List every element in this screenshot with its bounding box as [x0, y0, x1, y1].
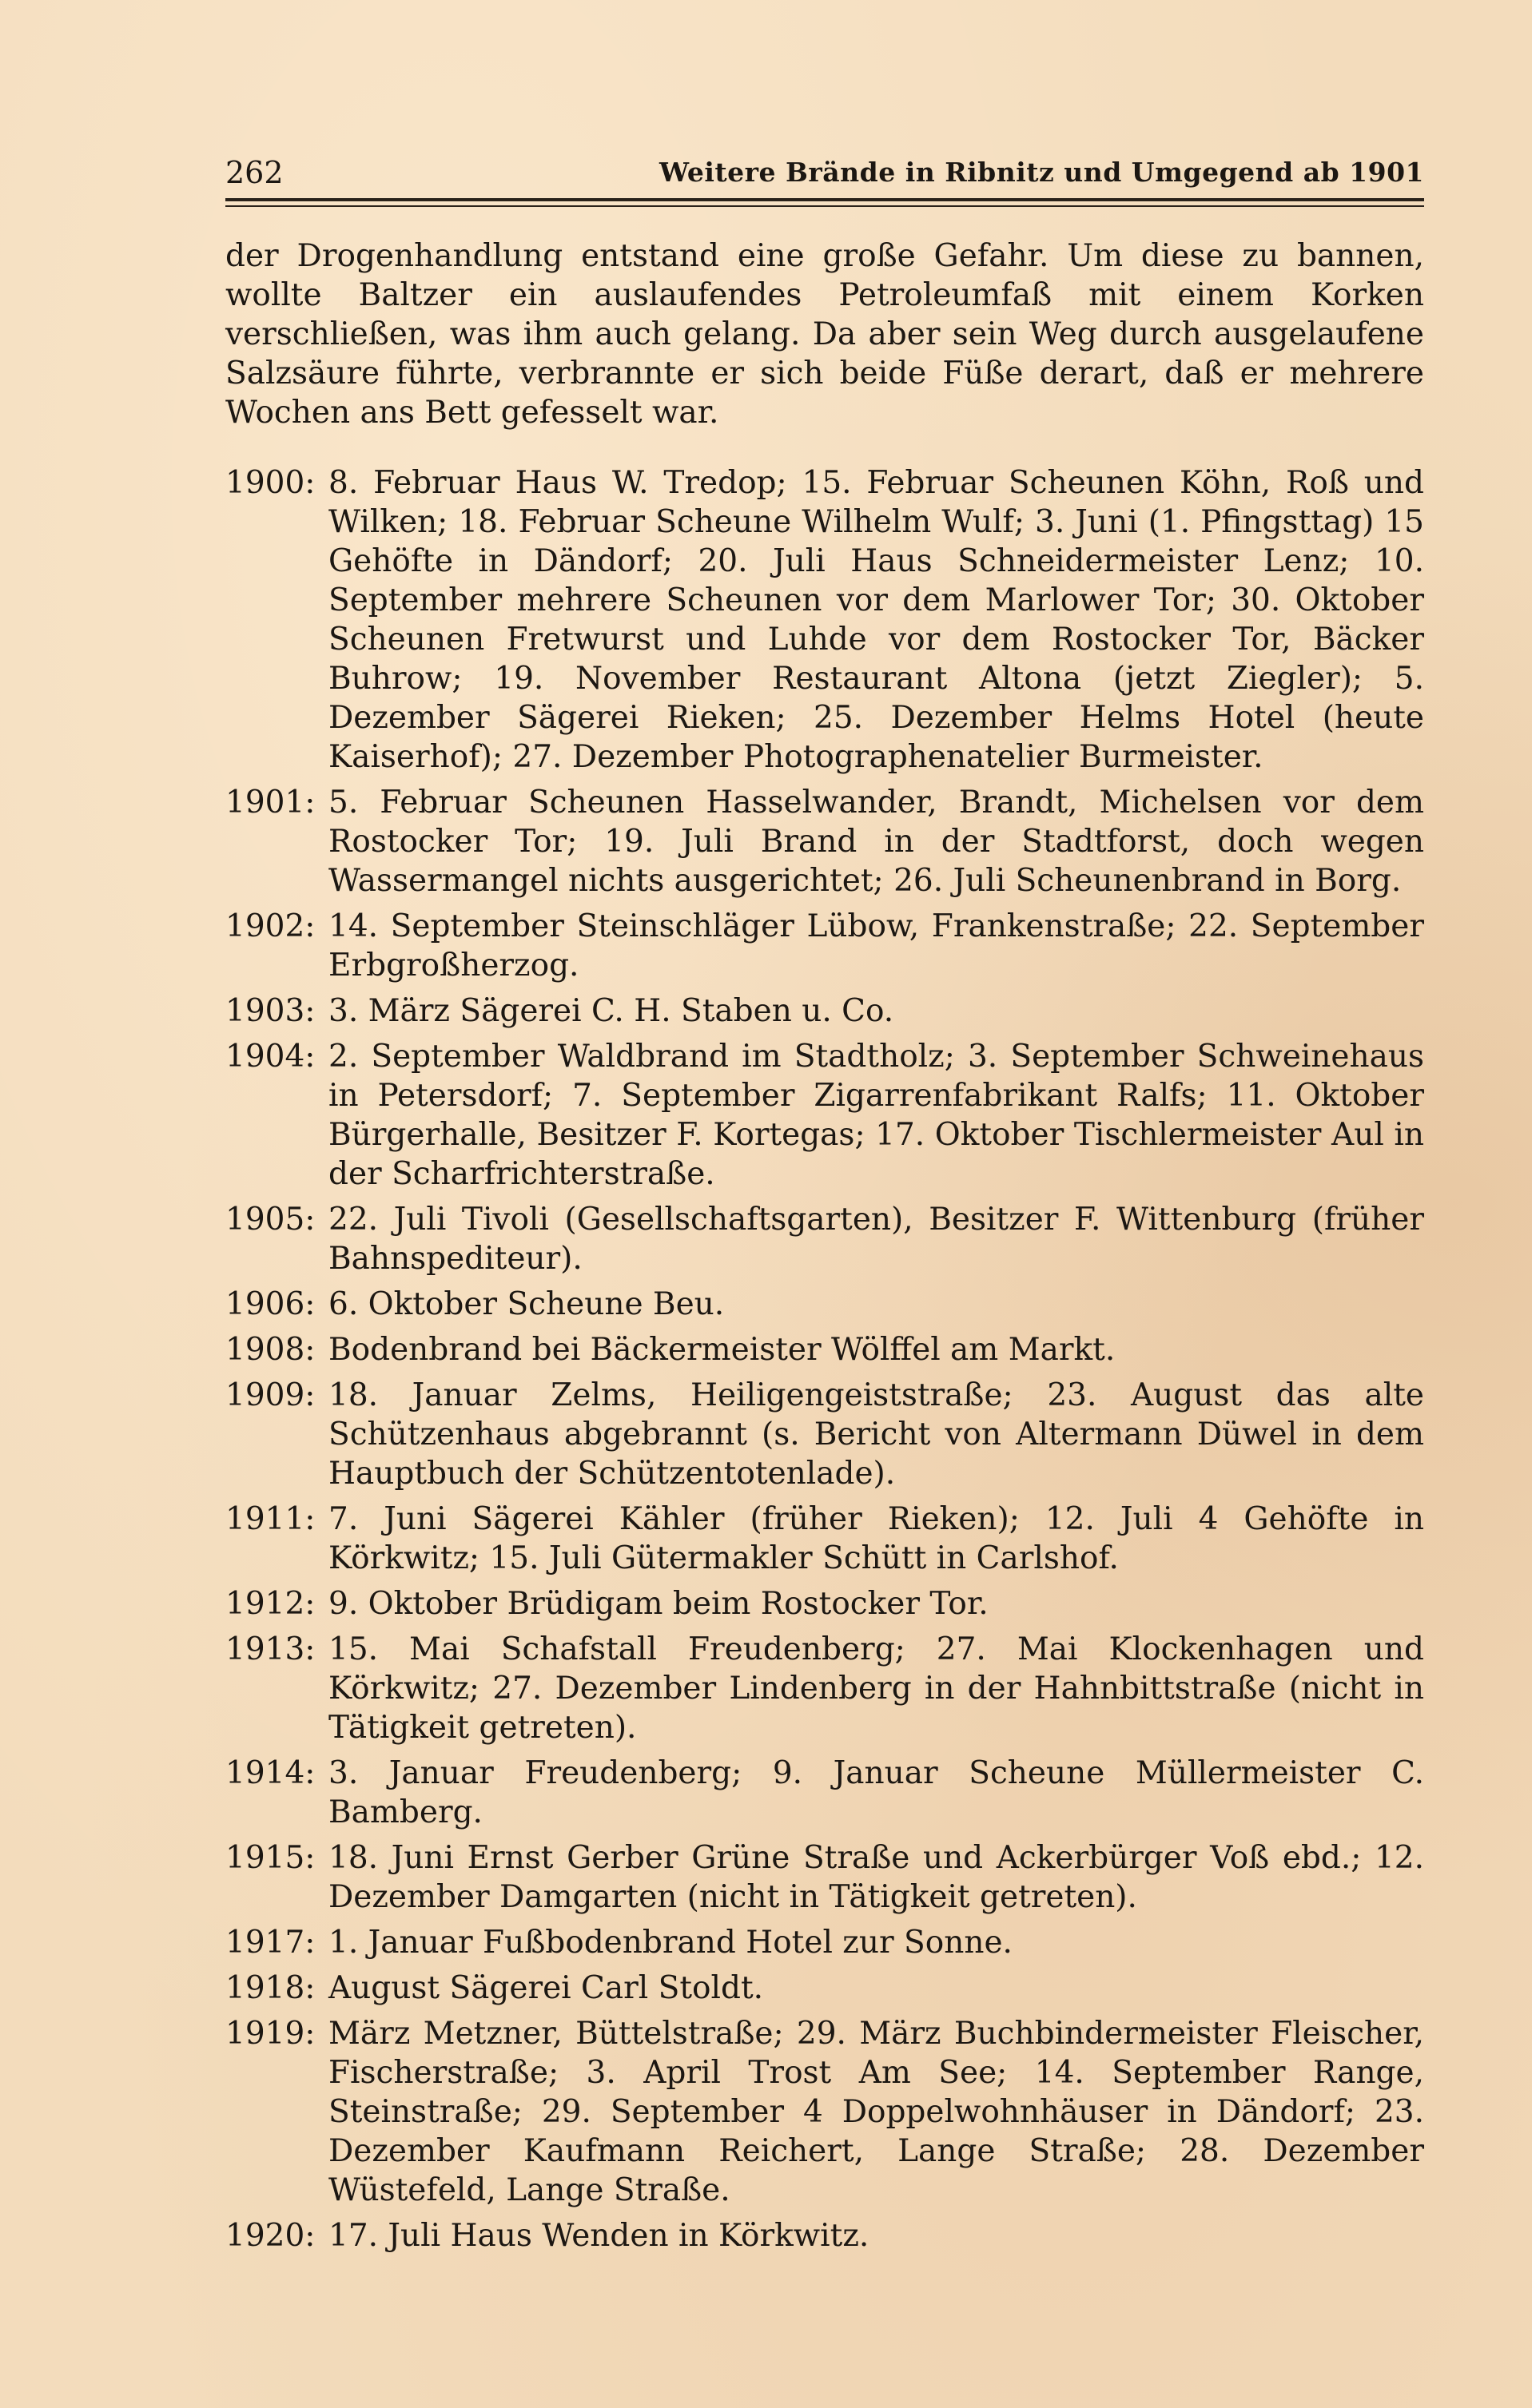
entry-text: 7. Juni Sägerei Kähler (früher Rieken); 12. Juli 4 Gehöfte in Körkwitz; 15. Juli Gütermakler Schütt in Carlshof. [328, 1501, 1424, 1576]
entry-year: 1901: [225, 785, 316, 821]
entry-year: 1912: [225, 1586, 316, 1622]
chronicle-entry [225, 1285, 1424, 1324]
entry-year: 1900: [225, 465, 316, 501]
chronicle-entry [225, 783, 1424, 900]
entry-text: 18. Juni Ernst Gerber Grüne Straße und Ackerbürger Voß ebd.; 12. Dezember Damgarten (nicht in Tätigkeit getreten). [328, 1840, 1424, 1915]
entry-year: 1903: [225, 993, 316, 1029]
page-number: 262 [225, 155, 284, 190]
entry-year: 1904: [225, 1039, 316, 1075]
entry-year: 1902: [225, 908, 316, 944]
entry-text: 22. Juli Tivoli (Gesellschaftsgarten), Besitzer F. Wittenburg (früher Bahnspediteur). [328, 1202, 1424, 1277]
entry-text: 2. September Waldbrand im Stadtholz; 3. September Schweinehaus in Petersdorf; 7. September Zigarrenfabrikant Ralfs; 11. Oktober Bürgerhalle, Besitzer F. Kortegas; 17. Oktober Tischlermeister Aul in der Scharfrichterstraße. [328, 1039, 1424, 1192]
entry-text: 3. März Sägerei C. H. Staben u. Co. [328, 993, 894, 1029]
chronicle-entry [225, 991, 1424, 1031]
entry-text: Bodenbrand bei Bäckermeister Wölffel am Markt. [328, 1332, 1116, 1368]
running-title: Weitere Brände in Ribnitz und Umgegend ab 1901 [659, 157, 1424, 188]
entry-year: 1920: [225, 2218, 316, 2254]
entry-year: 1911: [225, 1501, 316, 1537]
entry-text: 15. Mai Schafstall Freudenberg; 27. Mai Klockenhagen und Körkwitz; 27. Dezember Lindenberg in der Hahnbittstraße (nicht in Tätigkeit getreten). [328, 1631, 1424, 1746]
chronicle-entry [225, 2216, 1424, 2255]
chronicle-entry [225, 1754, 1424, 1832]
chronicle-entry [225, 1630, 1424, 1747]
chronicle-entry [225, 1037, 1424, 1194]
chronicle-entry [225, 1838, 1424, 1917]
entry-year: 1906: [225, 1286, 316, 1322]
entry-text: 5. Februar Scheunen Hasselwander, Brandt, Michelsen vor dem Rostocker Tor; 19. Juli Brand in der Stadtforst, doch wegen Wassermangel nichts ausgerichtet; 26. Juli Scheunenbrand in Borg. [328, 785, 1424, 899]
intro-paragraph: der Drogenhandlung entstand eine große Gefahr. Um diese zu bannen, wollte Baltzer ein auslaufendes Petroleumfaß mit einem Korken verschließen, was ihm auch gelang. Da aber sein Weg durch ausgelaufene Salzsäure führte, verbrannte er sich beide Füße derart, daß er mehrere Wochen ans Bett gefesselt war. [225, 238, 1424, 431]
entry-text: 18. Januar Zelms, Heiligengeiststraße; 23. August das alte Schützenhaus abgebrannt (s. Bericht von Altermann Düwel in dem Hauptbuch der Schützentotenlade). [328, 1377, 1424, 1492]
page-header [225, 152, 1424, 197]
entry-text: März Metzner, Büttelstraße; 29. März Buchbindermeister Fleischer, Fischerstraße; 3. April Trost Am See; 14. September Range, Steinstraße; 29. September 4 Doppelwohnhäuser in Dändorf; 23. Dezember Kaufmann Reichert, Lange Straße; 28. Dezember Wüstefeld, Lange Straße. [328, 2016, 1424, 2208]
entry-text: 6. Oktober Scheune Beu. [328, 1286, 725, 1322]
chronicle-entry [225, 2014, 1424, 2210]
entry-year: 1917: [225, 1925, 316, 1961]
entry-year: 1914: [225, 1755, 316, 1791]
entry-year: 1908: [225, 1332, 316, 1368]
chronicle-entry [225, 1376, 1424, 1493]
chronicle-entry [225, 1330, 1424, 1369]
entry-year: 1905: [225, 1202, 316, 1238]
chronicle-entry [225, 907, 1424, 985]
entry-year: 1918: [225, 1970, 316, 2006]
entry-year: 1919: [225, 2016, 316, 2052]
fire-chronicle-list [225, 463, 1424, 2255]
entry-text: 8. Februar Haus W. Tredop; 15. Februar Scheunen Köhn, Roß und Wilken; 18. Februar Scheune Wilhelm Wulf; 3. Juni (1. Pfingsttag) 15 Gehöfte in Dändorf; 20. Juli Haus Schneidermeister Lenz; 10. September mehrere Scheunen vor dem Marlower Tor; 30. Oktober Scheunen Fretwurst und Luhde vor dem Rostocker Tor, Bäcker Buhrow; 19. November Restaurant Altona (jetzt Ziegler); 5. Dezember Sägerei Rieken; 25. Dezember Helms Hotel (heute Kaiserhof); 27. Dezember Photographenatelier Burmeister. [328, 465, 1424, 775]
entry-text: 1. Januar Fußbodenbrand Hotel zur Sonne. [328, 1925, 1013, 1961]
entry-text: 3. Januar Freudenberg; 9. Januar Scheune Müllermeister C. Bamberg. [328, 1755, 1424, 1830]
book-page [225, 152, 1424, 2255]
entry-text: 14. September Steinschläger Lübow, Frankenstraße; 22. September Erbgroßherzog. [328, 908, 1424, 983]
entry-year: 1915: [225, 1840, 316, 1876]
chronicle-entry [225, 1584, 1424, 1623]
chronicle-entry [225, 1500, 1424, 1578]
entry-text: 17. Juli Haus Wenden in Körkwitz. [328, 2218, 869, 2254]
header-rule [225, 198, 1424, 201]
chronicle-entry [225, 463, 1424, 777]
entry-text: 9. Oktober Brüdigam beim Rostocker Tor. [328, 1586, 989, 1622]
entry-text: August Sägerei Carl Stoldt. [328, 1970, 764, 2006]
entry-year: 1909: [225, 1377, 316, 1413]
entry-year: 1913: [225, 1631, 316, 1667]
header-rule-thin [225, 205, 1424, 207]
chronicle-entry [225, 1200, 1424, 1278]
chronicle-entry [225, 1969, 1424, 2008]
chronicle-entry [225, 1923, 1424, 1962]
